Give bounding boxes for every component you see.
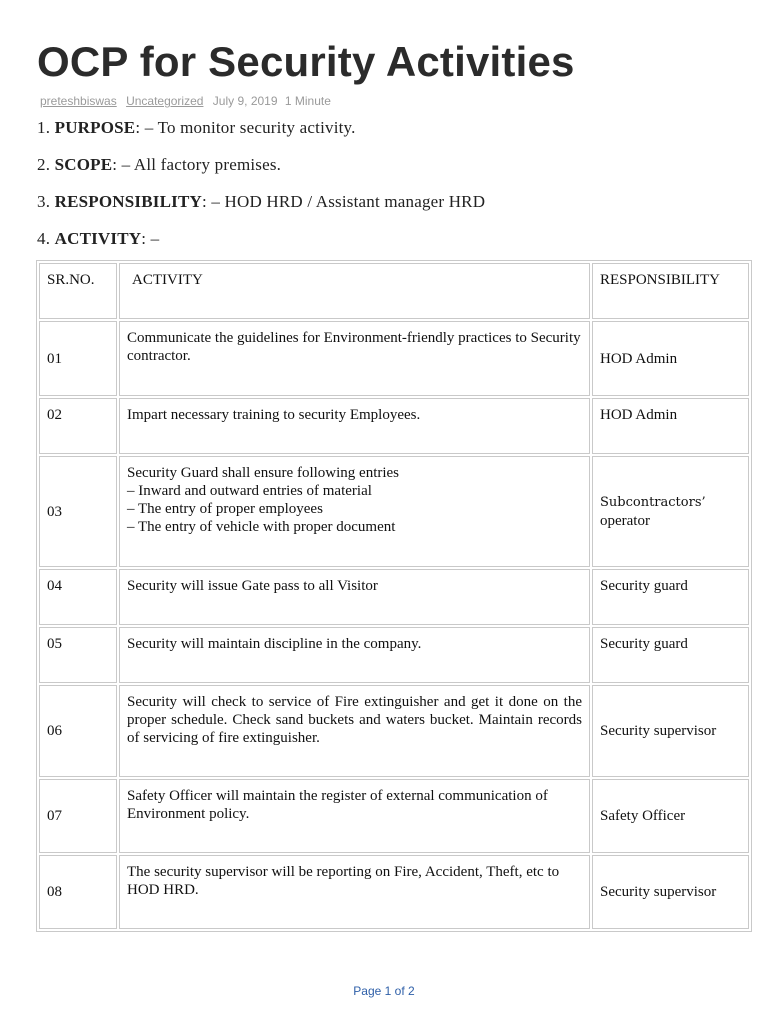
cell-activity: Security will issue Gate pass to all Visitor — [119, 569, 590, 625]
cell-activity: Security will maintain discipline in the company. — [119, 627, 590, 683]
table-row — [39, 456, 749, 567]
cell-sr: 06 — [39, 685, 117, 777]
responsibility-line: Subcontractors’ — [600, 494, 706, 510]
cell-sr: 02 — [39, 398, 117, 454]
cell-responsibility: HOD Admin — [592, 398, 749, 454]
cell-sr: 07 — [39, 779, 117, 853]
table-row — [39, 779, 749, 853]
section-text: : – HOD HRD / Assistant manager HRD — [201, 192, 486, 211]
table-row — [39, 627, 749, 683]
category-link[interactable]: Uncategorized — [126, 94, 204, 108]
section-text: : – — [141, 229, 160, 248]
cell-responsibility — [592, 456, 749, 567]
section-label: RESPONSIBILITY — [54, 192, 202, 211]
cell-responsibility: Security guard — [592, 627, 749, 683]
cell-activity: Safety Officer will maintain the register of external communication of Environment policy. — [119, 779, 590, 853]
activity-line: – Inward and outward entries of material — [127, 483, 372, 499]
cell-activity — [119, 456, 590, 567]
header-responsibility: RESPONSIBILITY — [592, 263, 749, 319]
section-label: PURPOSE — [54, 118, 136, 137]
section-number: 2. — [37, 155, 51, 174]
post-date: July 9, 2019 — [212, 94, 278, 108]
section-text: : – All factory premises. — [112, 155, 282, 174]
section-responsibility — [37, 192, 485, 212]
page-title: OCP for Security Activities — [37, 38, 575, 85]
header-activity: ACTIVITY — [119, 263, 590, 319]
author-link[interactable]: preteshbiswas — [40, 94, 117, 108]
cell-responsibility: Security supervisor — [592, 685, 749, 777]
section-number: 3. — [37, 192, 51, 211]
cell-responsibility: HOD Admin — [592, 321, 749, 396]
activity-table — [36, 260, 752, 932]
section-label: SCOPE — [54, 155, 113, 174]
cell-responsibility: Security guard — [592, 569, 749, 625]
activity-line: – The entry of proper employees — [127, 501, 323, 517]
section-number: 4. — [37, 229, 51, 248]
section-label: ACTIVITY — [54, 229, 142, 248]
activity-line: – The entry of vehicle with proper document — [127, 519, 396, 535]
cell-activity: Communicate the guidelines for Environment-friendly practices to Security contractor. — [119, 321, 590, 396]
table-row — [39, 685, 749, 777]
read-time: 1 Minute — [284, 94, 331, 108]
cell-sr: 04 — [39, 569, 117, 625]
section-scope — [37, 155, 281, 175]
cell-responsibility: Safety Officer — [592, 779, 749, 853]
cell-sr: 03 — [39, 456, 117, 567]
cell-activity: Impart necessary training to security Employees. — [119, 398, 590, 454]
section-purpose — [37, 118, 356, 138]
header-sr-no: SR.NO. — [39, 263, 117, 319]
activity-line: Security Guard shall ensure following entries — [127, 465, 400, 481]
table-row — [39, 855, 749, 929]
section-text: : – To monitor security activity. — [135, 118, 356, 137]
table-row — [39, 321, 749, 396]
table-row — [39, 569, 749, 625]
cell-activity: The security supervisor will be reporting on Fire, Accident, Theft, etc to HOD HRD. — [119, 855, 590, 929]
cell-sr: 01 — [39, 321, 117, 396]
cell-activity: Security will check to service of Fire extinguisher and get it done on the proper schedule. Check sand buckets and waters bucket. Maintain records of servicing of fire extinguisher. — [119, 685, 590, 777]
table-row — [39, 398, 749, 454]
table-header-row — [39, 263, 749, 319]
page-indicator: Page 1 of 2 — [353, 984, 415, 998]
cell-sr: 08 — [39, 855, 117, 929]
responsibility-line: operator — [600, 512, 650, 529]
section-number: 1. — [37, 118, 51, 137]
cell-responsibility: Security supervisor — [592, 855, 749, 929]
post-meta — [40, 94, 335, 108]
cell-sr: 05 — [39, 627, 117, 683]
section-activity — [37, 229, 159, 249]
